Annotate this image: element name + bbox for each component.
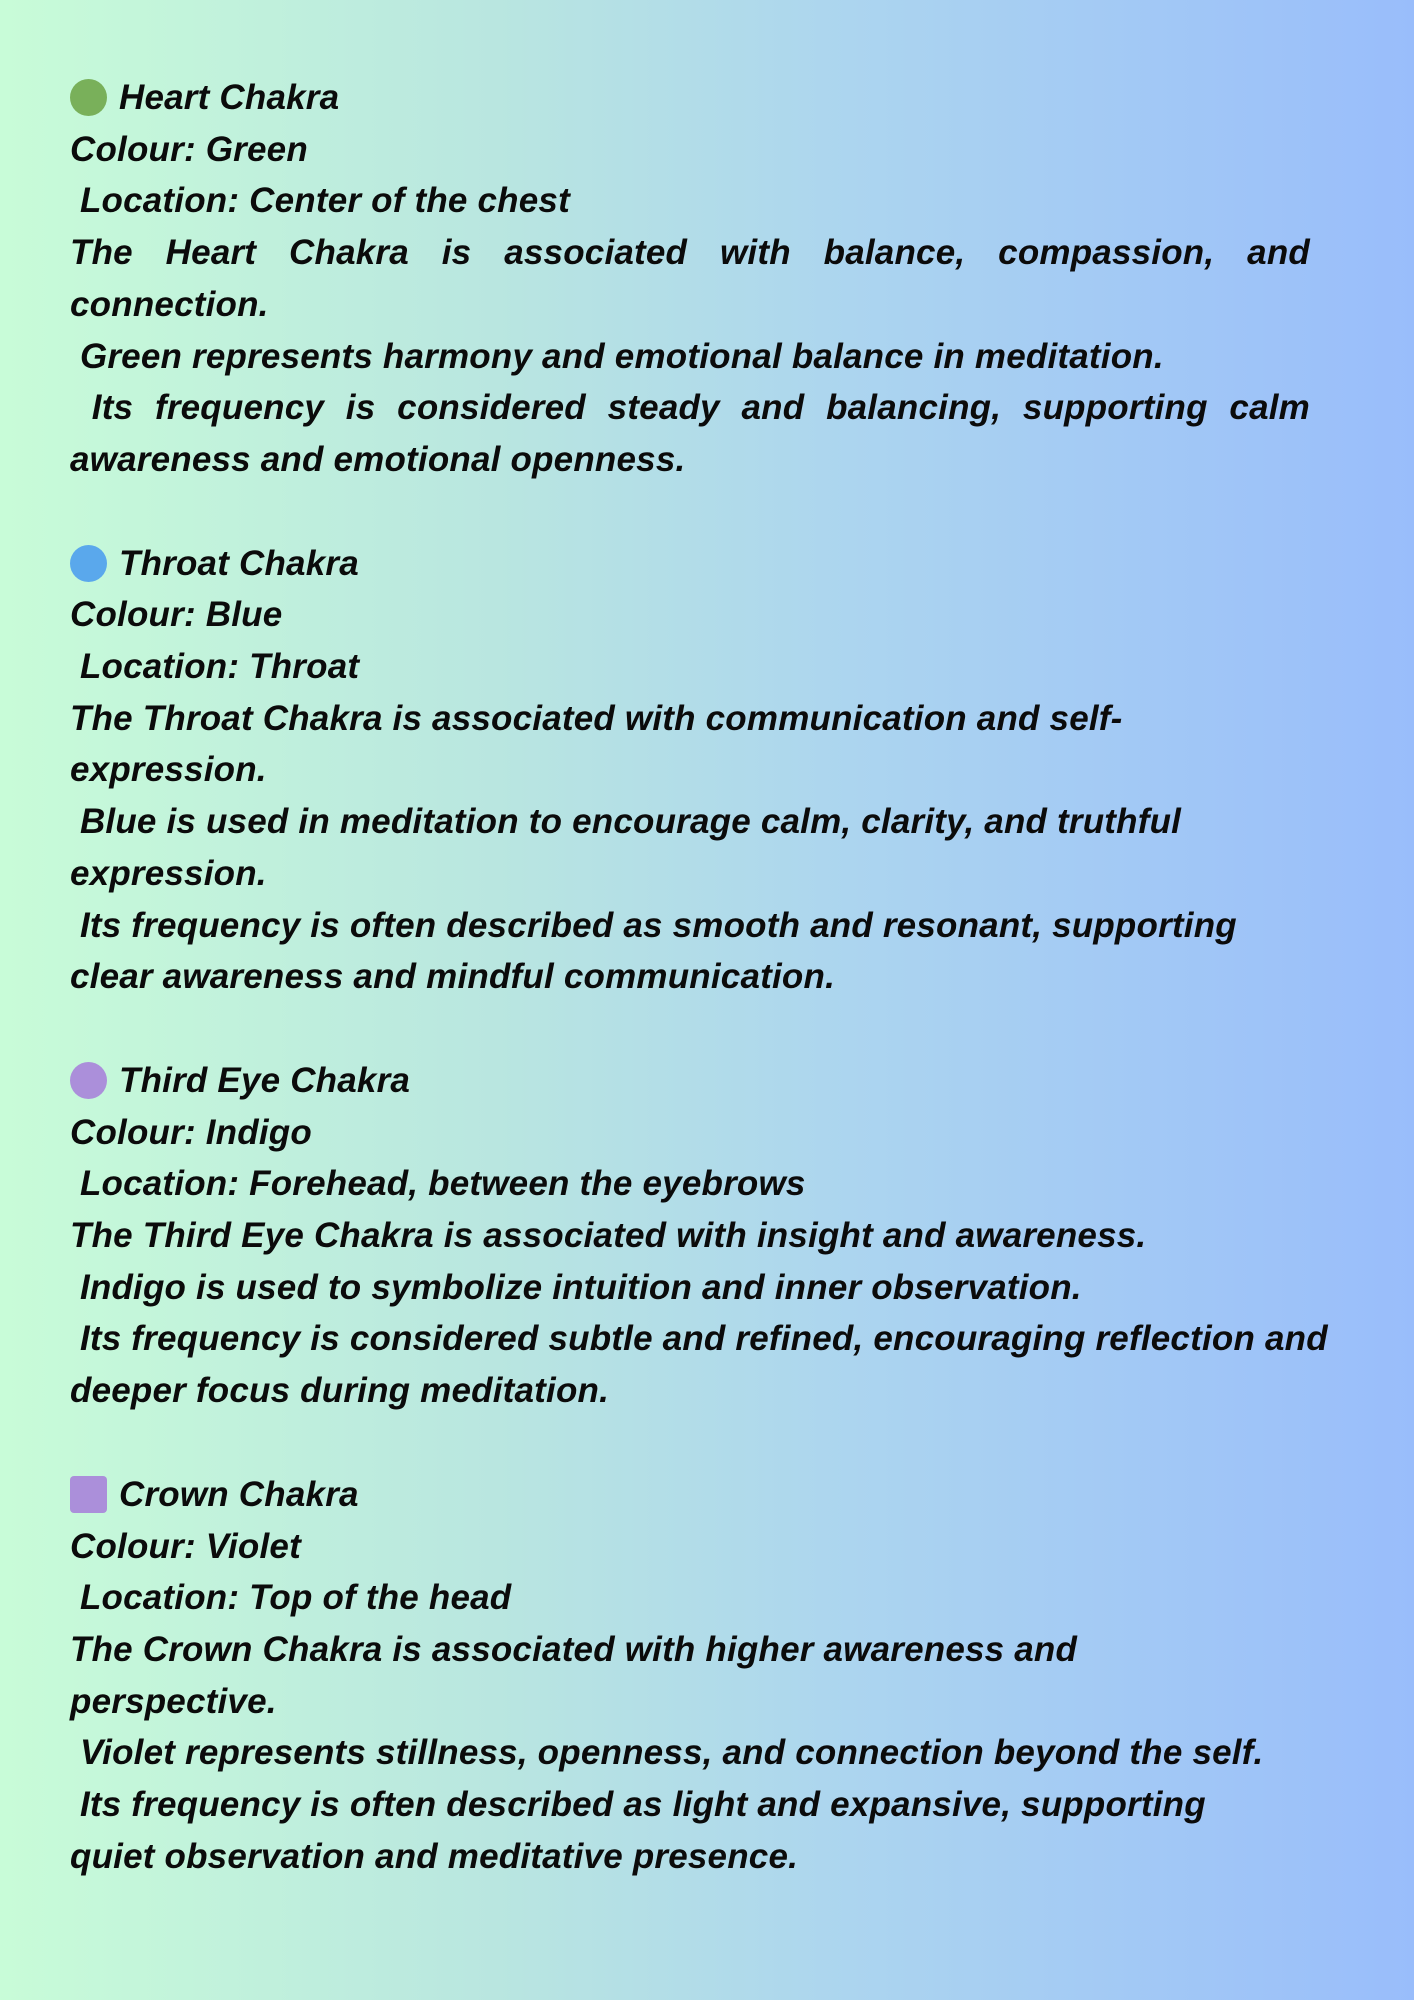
section-throat-chakra xyxy=(70,538,1310,1003)
section-third-eye-chakra xyxy=(70,1055,1338,1417)
color-meaning-line: Green represents harmony and emotional balance in meditation. xyxy=(70,336,1164,376)
chakra-document xyxy=(70,72,1338,1935)
color-meaning-line: Violet represents stillness, openness, and connection beyond the self. xyxy=(70,1733,1264,1773)
green-circle-icon xyxy=(70,79,107,116)
colour-line: Colour: Blue xyxy=(70,595,283,635)
description-line: The Heart Chakra is associated with balance, compassion, and connection. xyxy=(70,233,1320,324)
location-line: Location: Center of the chest xyxy=(70,181,570,221)
frequency-line: Its frequency is considered subtle and refined, encouraging reflection and deeper focus during meditation. xyxy=(70,1319,1338,1411)
frequency-line: Its frequency is often described as smooth and resonant, supporting clear awareness and mindful communication. xyxy=(70,905,1247,997)
section-title-text: Third Eye Chakra xyxy=(119,1060,411,1100)
section-title-text: Heart Chakra xyxy=(119,78,340,117)
section-heart-chakra xyxy=(70,72,1320,486)
color-meaning-line: Indigo is used to symbolize intuition and inner observation. xyxy=(70,1267,1082,1307)
section-title xyxy=(70,1469,1310,1521)
description-line: The Crown Chakra is associated with higher awareness and perspective. xyxy=(70,1629,1087,1721)
purple-circle-icon xyxy=(70,1062,107,1099)
section-title xyxy=(70,72,1310,124)
location-line: Location: Top of the head xyxy=(70,1578,512,1618)
section-title-text: Crown Chakra xyxy=(119,1474,359,1514)
colour-line: Colour: Green xyxy=(70,129,308,169)
description-line: The Third Eye Chakra is associated with insight and awareness. xyxy=(70,1216,1147,1256)
section-title xyxy=(70,1055,1310,1107)
location-line: Location: Forehead, between the eyebrows xyxy=(70,1164,806,1204)
section-crown-chakra xyxy=(70,1469,1310,1883)
section-title-text: Throat Chakra xyxy=(119,543,359,583)
description-line: The Throat Chakra is associated with communication and self-expression. xyxy=(70,698,1123,790)
color-meaning-line: Blue is used in meditation to encourage calm, clarity, and truthful expression. xyxy=(70,802,1192,893)
frequency-line: Its frequency is considered steady and balancing, supporting calm awareness and emotional openness. xyxy=(70,388,1320,479)
location-line: Location: Throat xyxy=(70,647,360,687)
purple-square-icon xyxy=(70,1476,107,1513)
frequency-line: Its frequency is often described as light and expansive, supporting quiet observation and meditative presence. xyxy=(70,1785,1216,1876)
blue-circle-icon xyxy=(70,545,107,582)
colour-line: Colour: Violet xyxy=(70,1526,301,1566)
colour-line: Colour: Indigo xyxy=(70,1112,312,1152)
section-title xyxy=(70,538,1310,590)
